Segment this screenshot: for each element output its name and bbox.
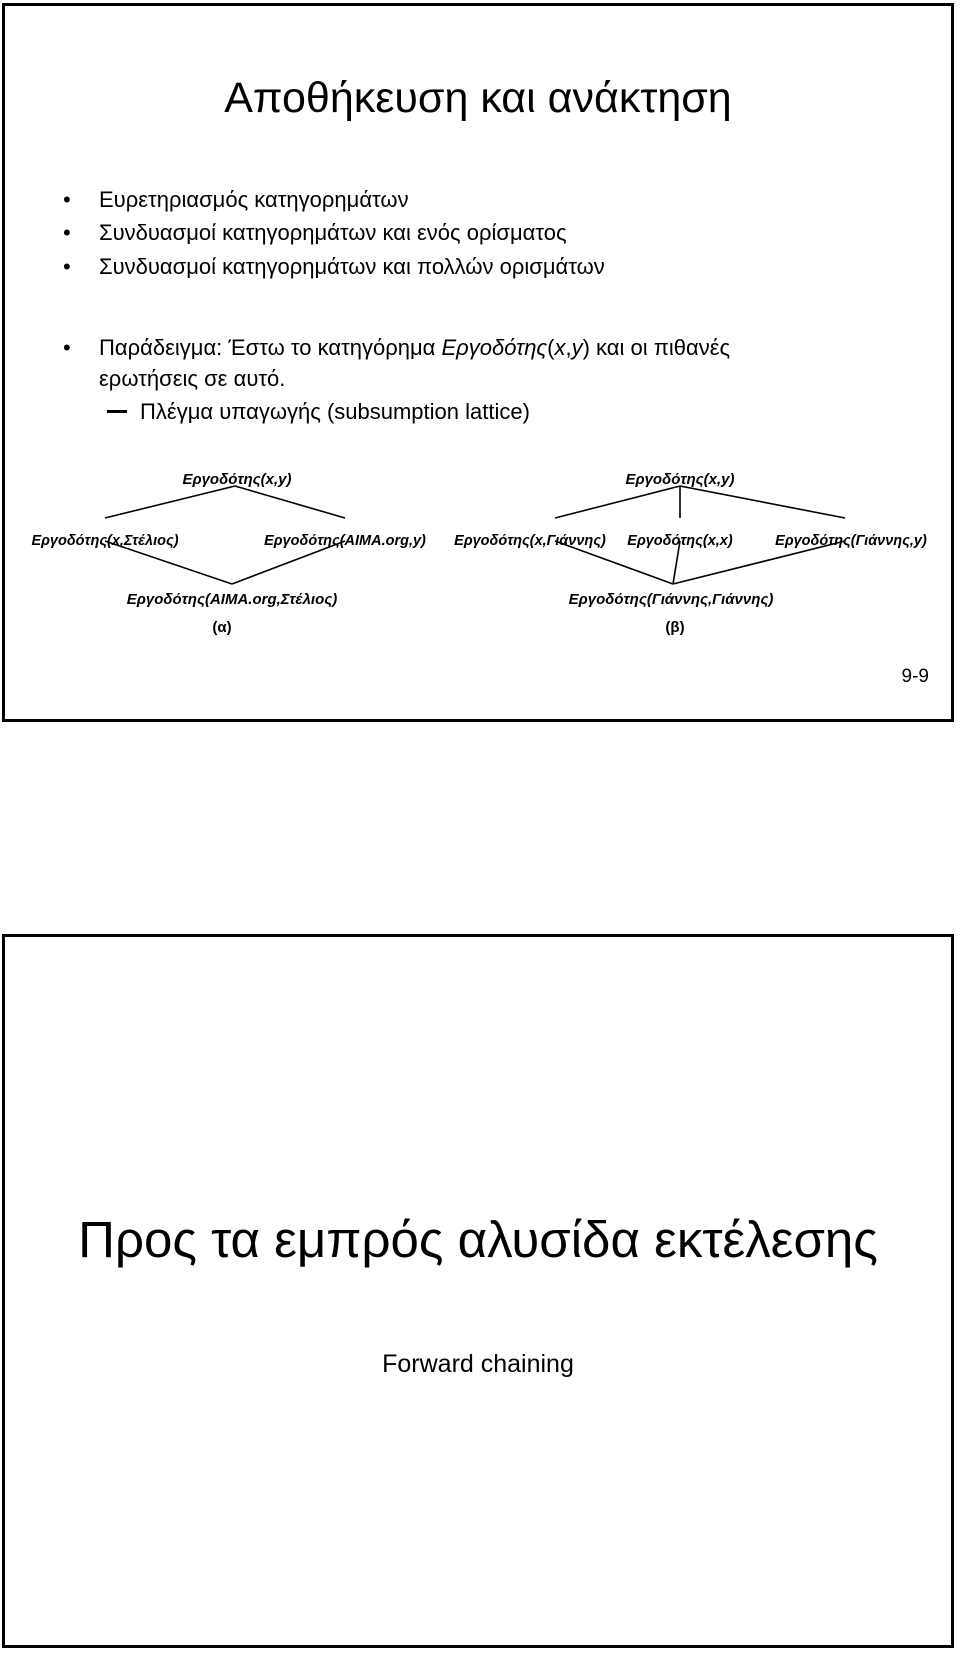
lattice-a-label: (α) (212, 619, 232, 636)
edge-b-top-right (680, 486, 845, 518)
edge-a-top-left (105, 486, 235, 518)
example-arg-y: y (571, 335, 583, 360)
bullet-marker: • (63, 254, 71, 279)
slide-title: Προς τα εμπρός αλυσίδα εκτέλεσης (78, 1211, 878, 1268)
example-line-2: ερωτήσεις σε αυτό. (99, 366, 286, 391)
bullet-marker: • (63, 335, 71, 360)
example-line-1: Παράδειγμα: Έστω το κατηγόρημα Εργοδότης(x,y) και οι πιθανές (99, 335, 731, 360)
example-suffix: και οι πιθανές (589, 335, 731, 360)
lattice-b-label: (β) (665, 619, 685, 636)
lattice-b-top-node: Εργοδότης(x,y) (625, 471, 735, 488)
bullet-item-multiple-arguments: Συνδυασμοί κατηγορημάτων και πολλών ορισμάτων (99, 254, 605, 279)
lattice-b-bottom-node: Εργοδότης(Γιάννης,Γιάννης) (568, 591, 774, 608)
lattice-b-right-node: Εργοδότης(Γιάννης,y) (775, 533, 927, 549)
example-predicate: Εργοδότης (441, 335, 548, 360)
lattice-a-bottom-node: Εργοδότης(AIMA.org,Στέλιος) (126, 591, 338, 608)
slide-1 (2, 3, 954, 722)
edge-b-top-left (555, 486, 680, 518)
edge-a-top-right (235, 486, 345, 518)
bullet-item-indexing: Ευρετηριασμός κατηγορημάτων (99, 187, 409, 212)
lattice-a-right-node: Εργοδότης(AIMA.org,y) (264, 533, 426, 549)
slide-2 (2, 934, 954, 1648)
slide-title: Αποθήκευση και ανάκτηση (224, 74, 732, 122)
bullet-marker: • (63, 187, 71, 212)
dash-marker (107, 410, 127, 413)
example-prefix: Παράδειγμα: Έστω το κατηγόρημα (99, 335, 442, 360)
subsumption-lattice-figure (5, 456, 951, 646)
page-number: 9-9 (901, 666, 929, 687)
example-arg-x: x (554, 335, 566, 360)
bullet-marker: • (63, 220, 71, 245)
lattice-b-middle-node: Εργοδότης(x,x) (627, 533, 733, 549)
sub-item-subsumption-lattice: Πλέγμα υπαγωγής (subsumption lattice) (140, 399, 530, 424)
lattice-a-left-node: Εργοδότης(x,Στέλιος) (31, 533, 179, 549)
lattice-b-left-node: Εργοδότης(x,Γιάννης) (454, 533, 606, 549)
bullet-item-single-argument: Συνδυασμοί κατηγορημάτων και ενός ορίσματος (99, 220, 567, 245)
slide-subtitle: Forward chaining (382, 1350, 574, 1378)
lattice-a-top-node: Εργοδότης(x,y) (182, 471, 292, 488)
